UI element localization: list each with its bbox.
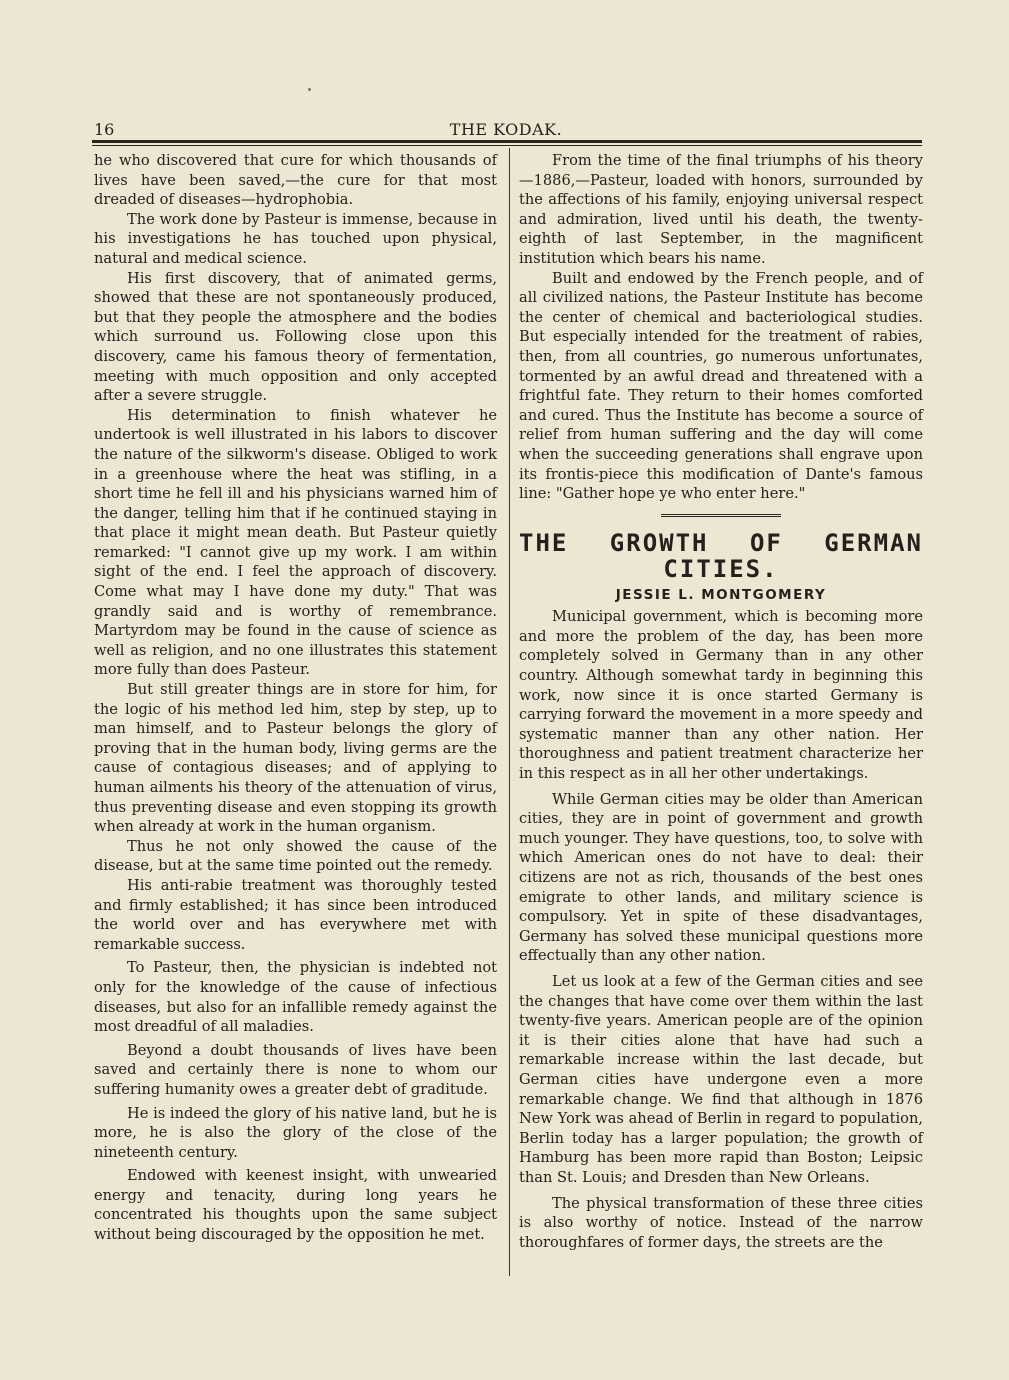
paragraph: To Pasteur, then, the physician is indebted not only for the knowledge of the cause of infectious diseases, but also for an infallible remedy against the most dreadful of all maladies.: [94, 959, 497, 1036]
paragraph: Endowed with keenest insight, with unwearied energy and tenacity, during long years he concentrated his thoughts upon the same subject without being discouraged by the opposition he met.: [94, 1167, 497, 1244]
paragraph: The physical transformation of these three cities is also worthy of notice. Instead of the narrow thoroughfares of former days, the streets are the: [519, 1194, 923, 1251]
title-word: THE: [519, 528, 569, 557]
paper-speck: [308, 88, 311, 91]
paragraph: While German cities may be older than American cities, they are in point of government and growth much younger. They have questions, too, to solve with which American ones do not have to deal: their citizens are not as rich, thousands of the best ones emigrate to other lands, and military science is compulsory. Yet in spite of these disadvantages, Germany has solved these municipal questions more effectually than any other nation.: [519, 790, 923, 965]
paragraph: he who discovered that cure for which thousands of lives have been saved,—the cure for that most dreaded of diseases—hydrophobia.: [94, 152, 497, 209]
title-word: GERMAN: [824, 528, 923, 557]
paragraph: He is indeed the glory of his native land, but he is more, he is also the glory of the close of the nineteenth century.: [94, 1104, 497, 1161]
article-title: [519, 530, 923, 582]
paragraph: Let us look at a few of the German cities and see the changes that have come over them within the last twenty-five years. American people are of the opinion it is their cities alone that have had such a remarkable increase within the last decade, but German cities have undergone even a more remarkable change. We find that although in 1876 New York was ahead of Berlin in regard to population, Berlin today has a larger population; the growth of Hamburg has been more rapid than Boston; Leipsic than St. Louis; and Dresden than New Orleans.: [519, 972, 923, 1186]
section-divider-ornament: [661, 514, 781, 517]
paragraph: Municipal government, which is becoming more and more the problem of the day, has been more completely solved in Germany than in any other country. Although somewhat tardy in beginning this work, now since it is once started Germany is carrying forward the movement in a more speedy and systematic manner than any other nation. Her thoroughness and patient treatment characterize her in this respect as in all her other undertakings.: [519, 608, 923, 783]
header-rule: [92, 140, 922, 143]
title-word: OF: [749, 528, 783, 557]
left-column: [94, 151, 497, 1245]
right-column: [519, 151, 923, 1252]
page-header: [92, 118, 920, 142]
paragraph: Beyond a doubt thousands of lives have been saved and certainly there is none to whom our suffering humanity owes a greater debt of graditude.: [94, 1041, 497, 1098]
running-title: THE KODAK.: [449, 120, 563, 139]
article-title-line-1: [519, 530, 923, 556]
header-rule-thin: [92, 145, 922, 146]
paragraph: His anti-rabie treatment was thoroughly tested and firmly established; it has since been introduced the world over and has everywhere met with remarkable success.: [94, 876, 497, 953]
paragraph: Built and endowed by the French people, and of all civilized nations, the Pasteur Institute has become the center of chemical and bacteriological studies. But especially intended for the treatment of rabies, then, from all countries, go numerous unfortunates, tormented by an awful dread and threatened with a frightful fate. They return to their homes comforted and cured. Thus the Institute has become a source of relief from human suffering and the day will come when the succeeding generations shall engrave upon its frontis-piece this modification of Dante's famous line: "Gather hope ye who enter here.": [519, 269, 923, 503]
paragraph: Thus he not only showed the cause of the disease, but at the same time pointed out the remedy.: [94, 837, 497, 875]
paragraph: But still greater things are in store for him, for the logic of his method led him, step by step, up to man himself, and to Pasteur belongs the glory of proving that in the human body, living germs are the cause of contagious diseases; and of applying to human ailments his theory of the attenuation of virus, thus preventing disease and even stopping its growth when already at work in the human organism.: [94, 681, 497, 836]
article-byline: JESSIE L. MONTGOMERY: [615, 586, 827, 603]
column-divider: [509, 148, 510, 1276]
paragraph: His first discovery, that of animated germs, showed that these are not spontaneously produced, but that they people the atmosphere and the bodies which surround us. Following close upon this discovery, came his famous theory of fermentation, meeting with much opposition and only accepted after a severe struggle.: [94, 269, 497, 405]
paragraph: From the time of the final triumphs of his theory—1886,—Pasteur, loaded with honors, surrounded by the affections of his family, enjoying universal respect and admiration, lived until his death, the twenty-eighth of last September, in the magnificent institution which bears his name.: [519, 152, 923, 267]
paragraph: The work done by Pasteur is immense, because in his investigations he has touched upon physical, natural and medical science.: [94, 210, 497, 267]
paragraph: His determination to finish whatever he undertook is well illustrated in his labors to discover the nature of the silkworm's disease. Obliged to work in a greenhouse where the heat was stifling, in a short time he fell ill and his physicians warned him of the danger, telling him that if he continued staying in that place it might mean death. But Pasteur quietly remarked: "I cannot give up my work. I am within sight of the end. I feel the approach of discovery. Come what may I have done my duty." That was grandly said and is worthy of remembrance. Martyrdom may be found in the cause of science as well as religion, and no one illustrates this statement more fully than does Pasteur.: [94, 406, 497, 679]
page-number: 16: [94, 120, 115, 139]
title-word: GROWTH: [609, 528, 709, 557]
article-title-line-2: CITIES.: [663, 554, 779, 583]
